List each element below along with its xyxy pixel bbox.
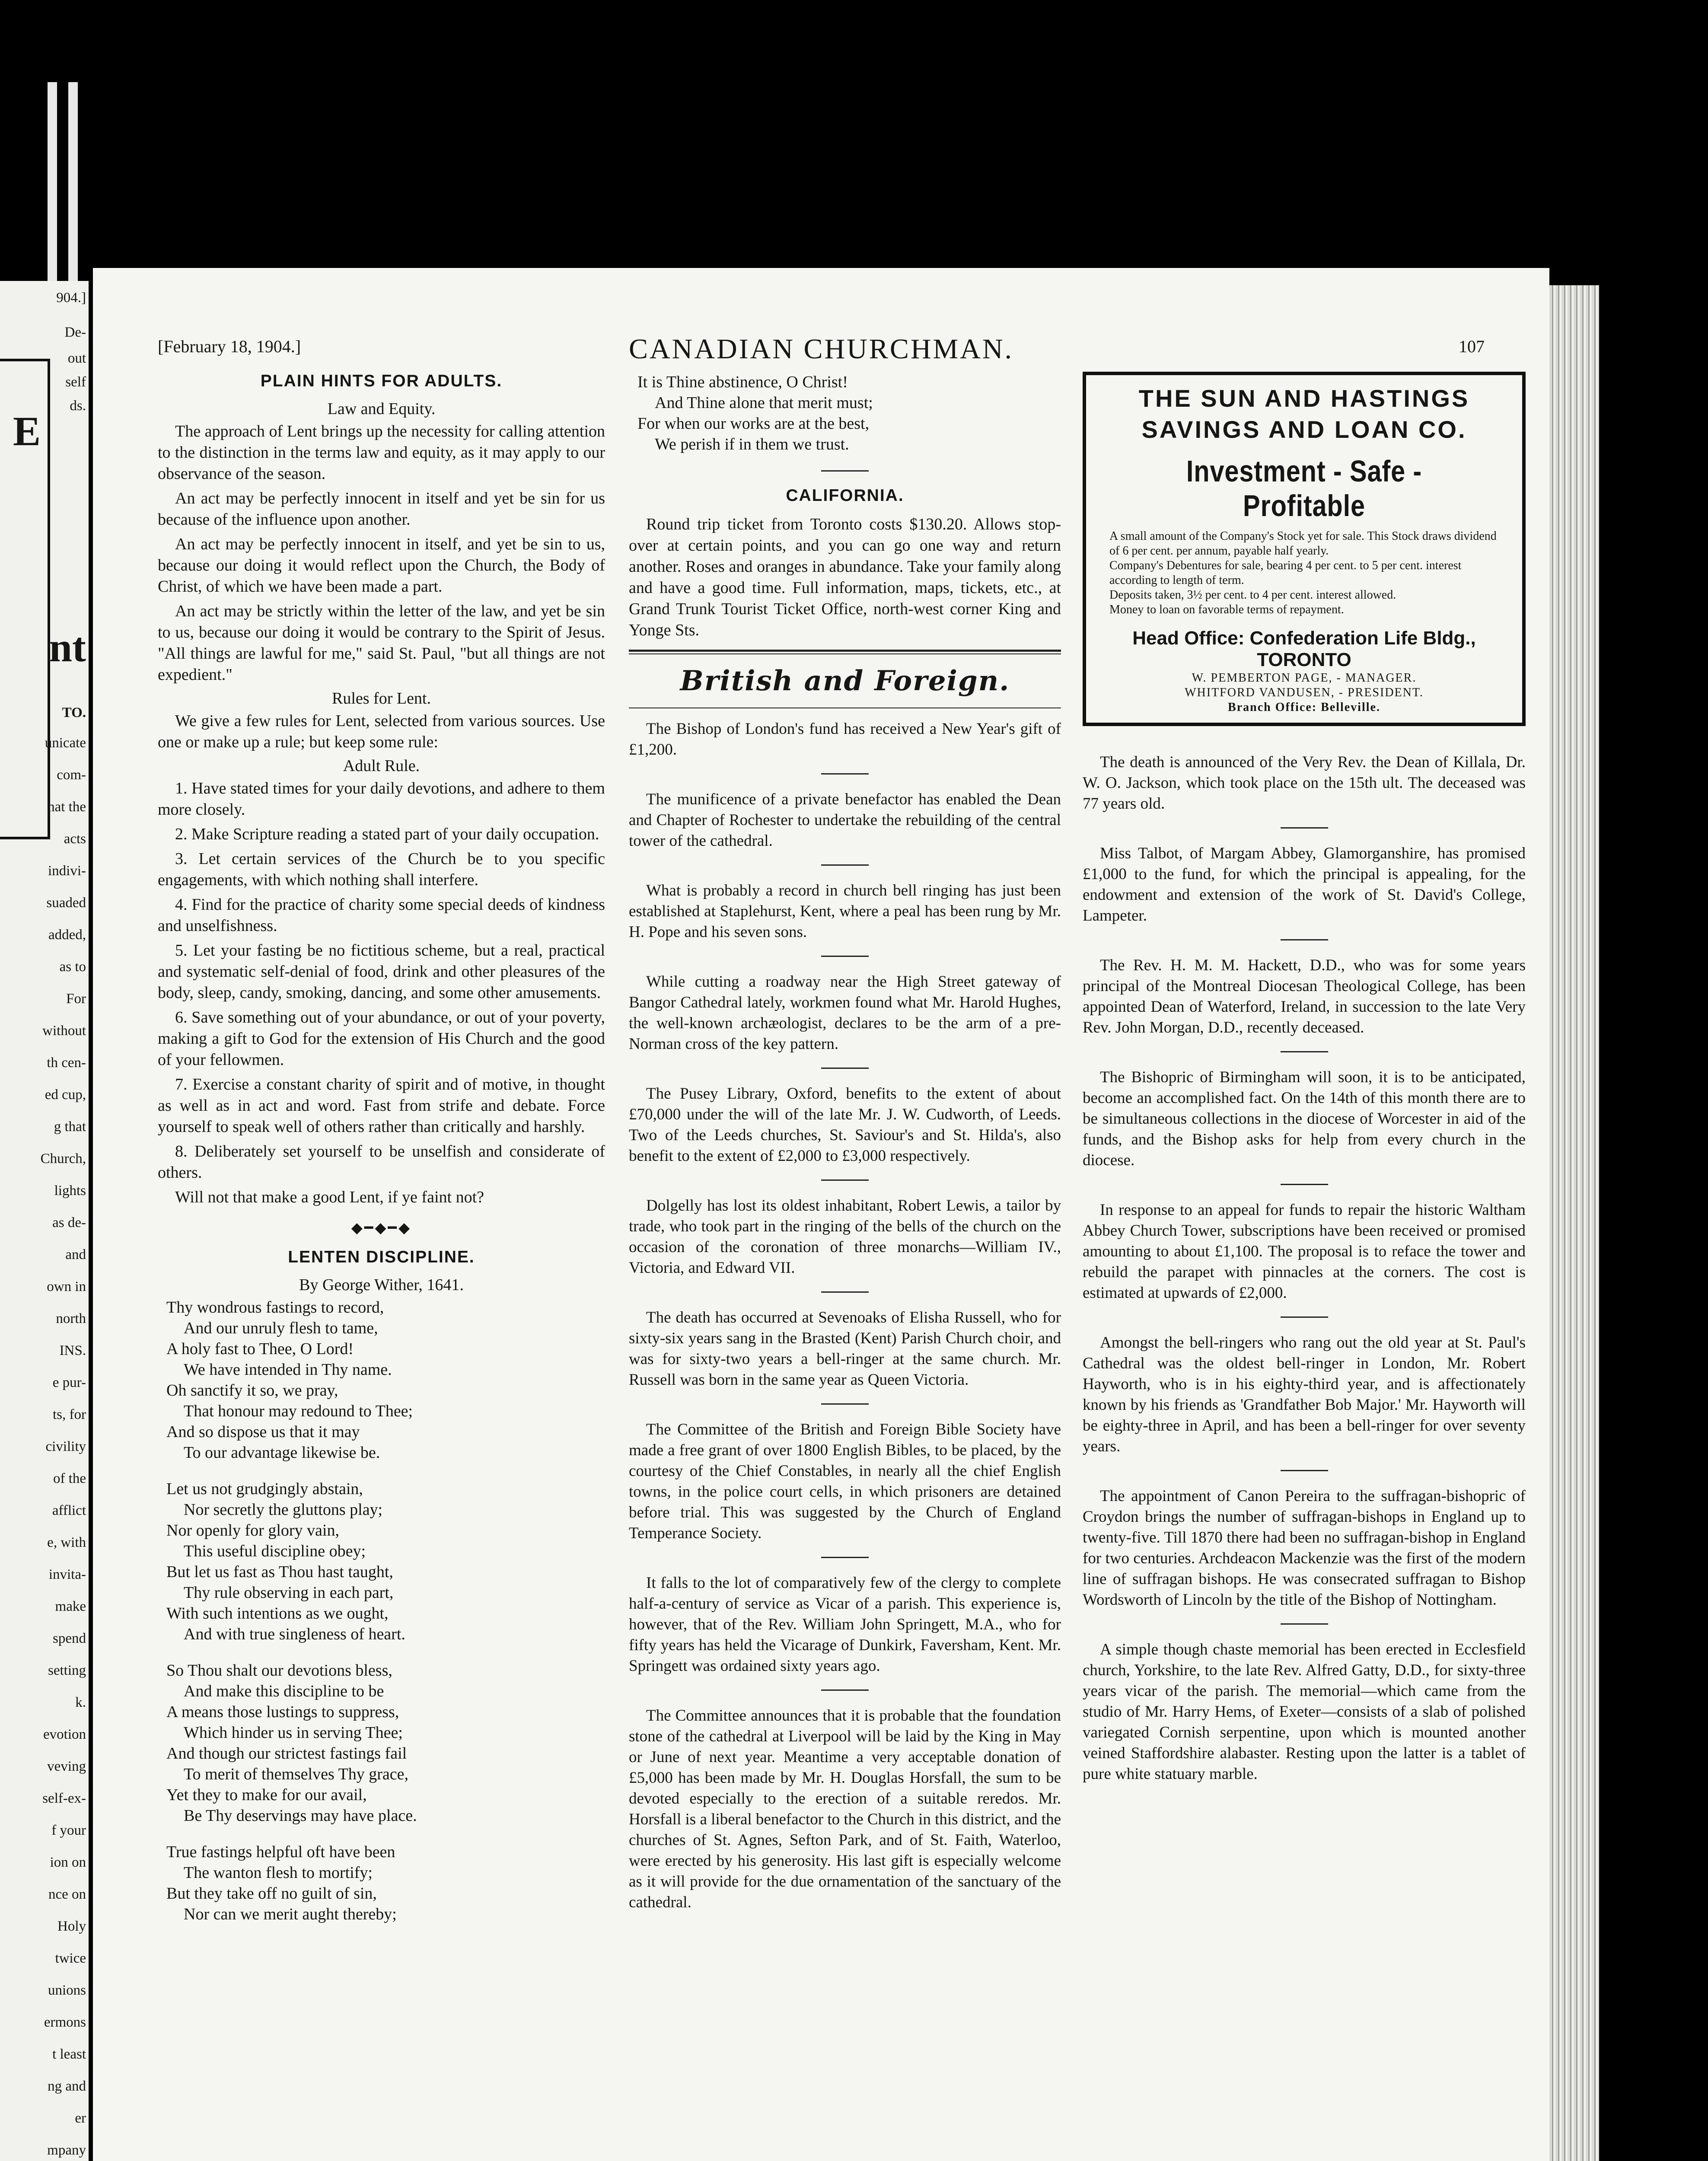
poem-line: Nor openly for glory vain, — [166, 1521, 339, 1539]
rule-item: 3. Let certain services of the Church be to you specific engagements, with which nothing shall interfere. — [158, 850, 605, 889]
poem-line: And Thine alone that merit must; — [655, 394, 873, 412]
rule-item: 8. Deliberately set yourself to be unselfish and considerate of others. — [158, 1142, 605, 1182]
poem-line: And so dispose us that it may — [166, 1423, 360, 1441]
issue-date: [February 18, 1904.] — [158, 337, 301, 356]
divider — [1281, 939, 1328, 940]
prev-page-fragment: spend — [53, 1631, 86, 1646]
masthead-title: CANADIAN CHURCHMAN. — [628, 333, 1014, 365]
news-item-text: The Committee announces that it is probable that the foundation stone of the cathedral at Liverpool will be laid by the King in May or June of next year. Meantime a very acceptable donation of £5,000 has been made by Mr. H. Douglas Horsfall, the sum to be devoted especially to the erection of a suitable reredos. Mr. Horsfall is a liberal benefactor to the Church in this district, and the churches of St. Agnes, Sefton Park, and of St. Faith, Waterloo, were erected by his generosity. His last gift is especially welcome as it will provide for the due ornamentation of the sanctuary of the cathedral. — [629, 1707, 1061, 1911]
prev-page-fragment: evotion — [43, 1727, 86, 1742]
page-header — [93, 333, 1549, 367]
newspaper-page — [93, 268, 1549, 2161]
divider — [821, 1403, 869, 1405]
prev-page-fragment: ed cup, — [45, 1087, 86, 1103]
rule — [629, 653, 1061, 654]
poem-line: A holy fast to Thee, O Lord! — [166, 1340, 354, 1358]
poem-line: Let us not grudgingly abstain, — [166, 1480, 363, 1498]
news-item — [629, 789, 1061, 851]
news-item — [629, 1705, 1061, 1913]
poem-line: That honour may redound to Thee; — [184, 1402, 413, 1420]
divider — [821, 1557, 869, 1558]
news-item-text: Dolgelly has lost its oldest inhabitant, Robert Lewis, a tailor by trade, who took part in the ringing of the bells of the church on the occasion of the coronation of three monarchs—William IV., Victoria, and Edward VII. — [629, 1197, 1061, 1277]
prev-page-big-fragment: E — [13, 408, 41, 454]
poem-line: With such intentions as we ought, — [166, 1604, 389, 1622]
prev-page-fragment: acts — [64, 831, 86, 847]
poem-line: Be Thy deservings may have place. — [184, 1807, 417, 1825]
poem-line: Which hinder us in serving Thee; — [184, 1724, 403, 1742]
rule-item: 7. Exercise a constant charity of spirit and of motive, in thought as well as in act and word. Fast from strife and debate. Force yourself to speak well of others rather than critically and harshly. — [158, 1075, 605, 1136]
news-item-text: The Bishopric of Birmingham will soon, it is to be anticipated, become an accomplished fact. On the 14th of this month there are to be simultaneous collections in the diocese of Worcester in aid of the funds, and the Bishop asks for help from every church in the diocese. — [1083, 1068, 1526, 1169]
news-item — [1083, 1067, 1526, 1171]
advertisement — [1083, 372, 1526, 726]
paragraph: Will not that make a good Lent, if ye faint not? — [175, 1188, 484, 1206]
divider — [1281, 1184, 1328, 1185]
rule — [629, 650, 1061, 652]
prev-page-fragment: suaded — [46, 895, 86, 911]
ad-company-name: SAVINGS AND LOAN CO. — [1141, 416, 1467, 443]
rule-item: 5. Let your fasting be no fictitious scheme, but a real, practical and systematic self-denial of food, drink and other pleasures of the body, sleep, candy, smoking, dancing, and some other amusements. — [158, 941, 605, 1002]
prev-page-fragment: self — [65, 374, 86, 390]
news-item — [1083, 752, 1526, 814]
news-item — [629, 972, 1061, 1055]
prev-page-fragment: ng and — [48, 2078, 86, 2094]
ad-office: Head Office: Confederation Life Bldg., TORONTO — [1132, 628, 1476, 670]
prev-page-fragment: e pur- — [52, 1375, 86, 1390]
poem-line: Nor can we merit aught thereby; — [184, 1905, 397, 1923]
poem-line: Thy rule observing in each part, — [184, 1584, 394, 1602]
poem-line: To our advantage likewise be. — [184, 1444, 380, 1462]
prev-page-fragment: make — [55, 1599, 86, 1614]
news-item — [629, 880, 1061, 943]
divider — [1281, 1316, 1328, 1318]
poem-line: And our unruly flesh to tame, — [184, 1319, 378, 1337]
poem-stanza — [166, 1842, 605, 1925]
news-item-text: The death is announced of the Very Rev. the Dean of Killala, Dr. W. O. Jackson, which took place on the 15th ult. The deceased was 77 years old. — [1083, 753, 1526, 813]
news-item-text: Miss Talbot, of Margam Abbey, Glamorganshire, has promised £1,000 to the fund, for which the principal is appealing, for the endowment and extension of the work of St. David's College, Lampeter. — [1083, 845, 1526, 924]
news-item-text: What is probably a record in church bell ringing has just been established at Staplehurst, Kent, where a peal has been rung by Mr. H. Pope and his seven sons. — [629, 882, 1061, 941]
news-items — [629, 719, 1061, 1913]
poem — [158, 1297, 605, 1925]
rule-item: 2. Make Scripture reading a stated part of your daily occupation. — [175, 825, 599, 843]
prev-page-fragment: INS. — [59, 1343, 86, 1358]
prev-page-fragment: and — [65, 1247, 86, 1262]
news-item-text: It falls to the lot of comparatively few of the clergy to complete half-a-century of service as Vicar of a parish. This experience is, however, that of the Rev. William John Springett, M.A., who for fifty years has held the Vicarage of Dunkirk, Faversham, Kent. Mr. Springett was ordained sixty years ago. — [629, 1574, 1061, 1675]
page-number: 107 — [1459, 337, 1485, 356]
prev-page-fragment: com- — [57, 767, 86, 783]
news-item — [1083, 1639, 1526, 1785]
news-item-text: While cutting a roadway near the High Street gateway of Bangor Cathedral lately, workmen found what Mr. Harold Hughes, the well-known archæologist, declares to be the arm of a pre-Norman cross of the key pattern. — [629, 973, 1061, 1053]
news-item-text: The Rev. H. M. M. Hackett, D.D., who was for some years principal of the Montreal Diocesan Theological College, has been appointed Dean of Waterford, Ireland, in succession to the late Very Rev. John Morgan, D.D., recently deceased. — [1083, 956, 1526, 1036]
poem-line: True fastings helpful oft have been — [166, 1843, 395, 1861]
poem-stanza — [166, 1297, 605, 1463]
prev-page-fragment: For — [66, 991, 86, 1007]
prev-page-fragment: k. — [75, 1695, 86, 1710]
news-item — [1083, 1486, 1526, 1610]
poem-line: Nor secretly the gluttons play; — [184, 1501, 383, 1519]
news-item — [629, 1084, 1061, 1167]
divider — [821, 470, 869, 472]
divider — [1281, 1623, 1328, 1625]
divider — [821, 1291, 869, 1293]
rules-heading: Rules for Lent. — [331, 689, 431, 708]
prev-page-fragment: f your — [51, 1823, 86, 1838]
news-item — [629, 1419, 1061, 1544]
news-item — [1083, 1200, 1526, 1304]
prev-page-fragment: er — [75, 2110, 86, 2126]
section-title: British and Foreign. — [680, 665, 1010, 697]
prev-page-big-fragment: nt — [49, 624, 86, 670]
divider — [821, 956, 869, 957]
prev-page-fragment: veving — [47, 1759, 86, 1774]
prev-page-fragment: self-ex- — [42, 1791, 86, 1806]
poem-line: We perish if in them we trust. — [655, 435, 849, 453]
ornament-divider: ◆━◆━◆ — [351, 1220, 412, 1236]
prev-page-fragment: ermons — [44, 2014, 86, 2030]
ad-line: Money to loan on favorable terms of repayment. — [1109, 603, 1344, 616]
prev-page-fragment: unicate — [45, 735, 86, 751]
poem-line: This useful discipline obey; — [184, 1542, 366, 1560]
poem-line: To merit of themselves Thy grace, — [184, 1765, 409, 1783]
poem-line: Yet they to make for our avail, — [166, 1786, 367, 1804]
prev-page-fragment: out — [67, 351, 86, 366]
divider — [1281, 827, 1328, 829]
ad-company-name: THE SUN AND HASTINGS — [1138, 385, 1470, 412]
news-item-text: A simple though chaste memorial has been erected in Ecclesfield church, Yorkshire, to the late Rev. Alfred Gatty, D.D., for sixty-three years vicar of the parish. The memorial—which came from the studio of Mr. Harry Hems, of Exeter—consists of a slab of polished variegated Cornish serpentine, upon which is mounted another veined Staffordshire alabaster. Resting upon the latter is a tablet of pure white statuary marble. — [1083, 1641, 1526, 1783]
poem-author: By George Wither, 1641. — [299, 1276, 464, 1294]
prev-page-fragment: without — [42, 1023, 86, 1039]
prev-page-fragment: Holy — [57, 1919, 86, 1934]
prev-page-fragment: lights — [54, 1183, 86, 1198]
prev-page-fragment: added, — [48, 927, 86, 943]
news-item — [629, 719, 1061, 760]
poem-stanza — [166, 1479, 605, 1645]
news-item — [1083, 843, 1526, 926]
prev-page-fragment: as de- — [52, 1215, 86, 1230]
prev-page-fragment: ts, for — [53, 1407, 86, 1422]
ad-line: A small amount of the Company's Stock yet for sale. This Stock draws dividend of 6 per cent. per annum, payable half yearly. — [1109, 529, 1497, 558]
poem-line: And make this discipline to be — [184, 1682, 384, 1700]
prev-page-fragment: mpany — [47, 2142, 86, 2158]
news-item — [629, 1573, 1061, 1677]
rule-item: 6. Save something out of your abundance, or out of your poverty, making a gift to God for the extension of His Church and the good of your fellowmen. — [158, 1008, 605, 1069]
prev-page-fragment: twice — [55, 1951, 86, 1966]
paragraph: The approach of Lent brings up the necessity for calling attention to the distinction in the terms law and equity, as it may apply to our observance of the season. — [158, 422, 605, 483]
news-item — [629, 1307, 1061, 1390]
news-item-text: The Pusey Library, Oxford, benefits to the extent of about £70,000 under the will of the late Mr. J. W. Cudworth, of Leeds. Two of the Leeds churches, St. Saviour's and St. Hilda's, also benefit to the extent of £2,000 to £3,000 respectively. — [629, 1085, 1061, 1165]
ad-branch: Branch Office: Belleville. — [1228, 701, 1380, 714]
previous-page-fragment — [0, 281, 89, 2161]
prev-page-fragment: Church, — [40, 1151, 86, 1167]
poem-line: But let us fast as Thou hast taught, — [166, 1563, 393, 1581]
poem-line: It is Thine abstinence, O Christ! — [637, 373, 848, 391]
prev-page-fragment: g that — [54, 1119, 86, 1135]
prev-page-fragment: e, with — [47, 1535, 86, 1550]
poem-line: We have intended in Thy name. — [184, 1361, 392, 1379]
prev-page-fragment: ion on — [50, 1855, 86, 1870]
prev-page-header: 904.] — [56, 290, 86, 306]
divider — [821, 1689, 869, 1691]
poem-continuation — [637, 372, 1061, 455]
poem-stanza — [166, 1660, 605, 1826]
divider — [821, 1179, 869, 1181]
news-item — [1083, 955, 1526, 1038]
ad-line: Company's Debentures for sale, bearing 4 per cent. to 5 per cent. interest according to length of term. — [1109, 559, 1462, 587]
poem-line: So Thou shalt our devotions bless, — [166, 1661, 392, 1680]
prev-page-fragment: hat the — [48, 799, 86, 815]
adult-rule-heading: Adult Rule. — [343, 757, 420, 775]
prev-page-fragment: th cen- — [47, 1055, 86, 1071]
prev-page-fragment: north — [56, 1311, 86, 1326]
paragraph: Round trip ticket from Toronto costs $130.20. Allows stop-over at certain points, and you can go one way and return another. Roses and oranges in abundance. Take your family along and have a good time. Full information, maps, tickets, etc., at Grand Trunk Tourist Ticket Office, north-west corner King and Yonge Sts. — [629, 515, 1061, 639]
page-edge — [1549, 285, 1599, 2161]
news-item-text: In response to an appeal for funds to repair the historic Waltham Abbey Church Tower, subscriptions have been received or promised amounting to about £1,100. The proposal is to reface the tower and rebuild the parapet with pinnacles at the corners. The cost is estimated at upwards of £2,000. — [1083, 1201, 1526, 1302]
divider — [1281, 1051, 1328, 1052]
article-subtitle: Law and Equity. — [327, 400, 436, 418]
ad-line: Deposits taken, 3½ per cent. to 4 per cent. interest allowed. — [1109, 588, 1396, 602]
column-middle — [629, 372, 1061, 1916]
prev-page-fragment: setting — [48, 1663, 86, 1678]
prev-page-fragment: indivi- — [48, 863, 86, 879]
prev-page-fragment: invita- — [48, 1567, 86, 1582]
poem-line: But they take off no guilt of sin, — [166, 1884, 377, 1903]
prev-page-fragment: t least — [52, 2046, 86, 2062]
prev-page-fragment: unions — [48, 1983, 86, 1998]
news-item-text: The munificence of a private benefactor has enabled the Dean and Chapter of Rochester to undertake the rebuilding of the central tower of the cathedral. — [629, 790, 1061, 850]
prev-page-fragment: of the — [53, 1471, 86, 1486]
news-item-text: Amongst the bell-ringers who rang out the old year at St. Paul's Cathedral was the oldest bell-ringer in London, Mr. Robert Hayworth, who is in his eighty-third year, and is affectionately known by his friends as 'Grandfather Bob Major.' Mr. Hayworth will be eighty-three in April, and has been a bell-ringer for over seventy years. — [1083, 1334, 1526, 1455]
column-right — [1083, 372, 1526, 1788]
article-title: CALIFORNIA. — [786, 486, 904, 505]
ad-manager: W. PEMBERTON PAGE, - MANAGER. — [1192, 671, 1417, 685]
paragraph: An act may be strictly within the letter of the law, and yet be sin to us, because our doing it would be contrary to the Spirit of Jesus. "All things are lawful for me," said St. Paul, "but all things are not expedient." — [158, 602, 605, 684]
prev-page-fragment: TO. — [62, 705, 86, 720]
poem-line: A means those lustings to suppress, — [166, 1703, 399, 1721]
divider — [821, 1068, 869, 1069]
news-item-text: The appointment of Canon Pereira to the suffragan-bishopric of Croydon brings the number of suffragan-bishops in England up to twenty-five. Till 1870 there had been no suffragan-bishop in England for two centuries. Archdeacon Mackenzie was the first of the modern line of suffragan bishops. He was consecrated suffragan to Bishop Wordsworth of Lincoln by the title of the Bishop of Nottingham. — [1083, 1487, 1526, 1609]
news-item — [1083, 1332, 1526, 1457]
prev-page-fragment: own in — [47, 1279, 86, 1294]
poem-line: And though our strictest fastings fail — [166, 1744, 407, 1763]
rule-item: 4. Find for the practice of charity some special deeds of kindness and unselfishness. — [158, 896, 605, 935]
prev-page-fragment: as to — [59, 959, 86, 975]
divider — [821, 773, 869, 775]
paragraph: We give a few rules for Lent, selected from various sources. Use one or make up a rule; but keep some rule: — [158, 712, 605, 751]
poem-line: Oh sanctify it so, we pray, — [166, 1381, 338, 1399]
prev-page-fragment: ds. — [70, 398, 86, 414]
poem-title: LENTEN DISCIPLINE. — [288, 1248, 475, 1266]
poem-line: Thy wondrous fastings to record, — [166, 1298, 384, 1316]
article-title: PLAIN HINTS FOR ADULTS. — [260, 372, 503, 390]
prev-page-fragment: nce on — [48, 1887, 86, 1902]
news-item-text: The Committee of the British and Foreign Bible Society have made a free grant of over 1800 English Bibles, to be placed, by the courtesy of the Chief Constables, in nearly all the chief English towns, in the police court cells, in which prisoners are detained before trial. This was suggested by the Church of England Temperance Society. — [629, 1421, 1061, 1542]
news-items — [1083, 752, 1526, 1785]
poem-line: The wanton flesh to mortify; — [184, 1864, 373, 1882]
paragraph: An act may be perfectly innocent in itself, and yet be sin to us, because our doing it would reflect upon the Church, the Body of Christ, of which we have been made a part. — [158, 535, 605, 596]
ad-president: WHITFORD VANDUSEN, - PRESIDENT. — [1185, 686, 1424, 699]
prev-page-fragment: afflict — [52, 1503, 86, 1518]
divider — [821, 864, 869, 866]
news-item — [629, 1195, 1061, 1278]
news-item-text: The Bishop of London's fund has received a New Year's gift of £1,200. — [629, 720, 1061, 759]
column-left — [158, 372, 605, 1940]
poem-line: For when our works are at the best, — [637, 414, 870, 433]
paragraph: An act may be perfectly innocent in itself and yet be sin for us because of the influence upon another. — [158, 489, 605, 529]
rule-item: 1. Have stated times for your daily devotions, and adhere to them more closely. — [158, 779, 605, 819]
divider — [1281, 1470, 1328, 1471]
ad-headline: Investment - Safe - Profitable — [1186, 454, 1422, 523]
poem-line: And with true singleness of heart. — [184, 1625, 405, 1643]
prev-page-fragment: De- — [64, 325, 86, 340]
news-item-text: The death has occurred at Sevenoaks of Elisha Russell, who for sixty-six years sang in the Brasted (Kent) Parish Church choir, and was for sixty-two years a bell-ringer at the same church. Mr. Russell was born in the same year as Queen Victoria. — [629, 1309, 1061, 1389]
prev-page-fragment: civility — [45, 1439, 86, 1454]
